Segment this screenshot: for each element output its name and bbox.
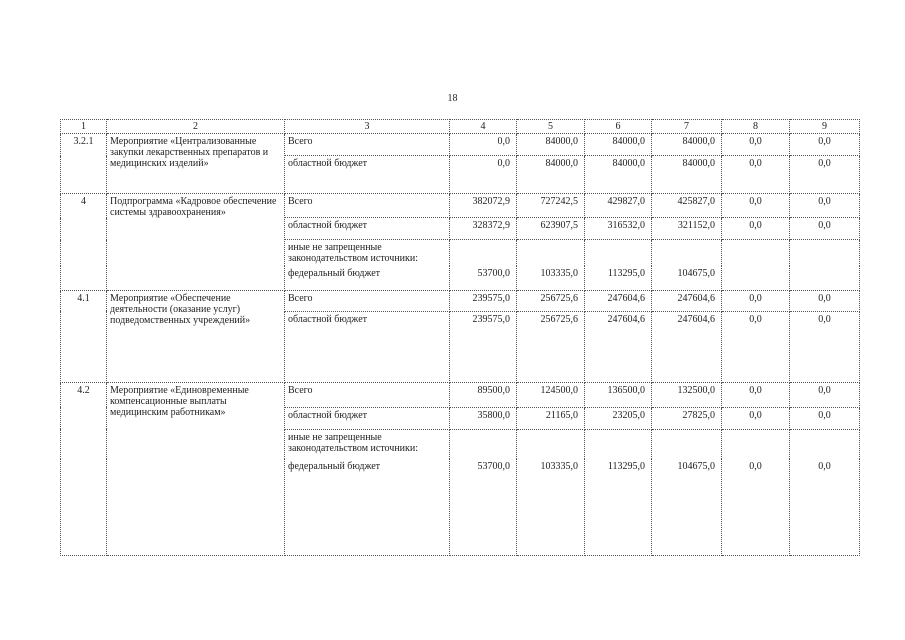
table-row <box>61 134 860 156</box>
value-cell: 429827,0 <box>585 194 652 218</box>
budget-table <box>60 119 860 556</box>
row-code: 4.1 <box>61 290 107 382</box>
value-cell: 0,0 <box>722 311 790 382</box>
row-name: Мероприятие «Обеспечение деятельности (оказание услуг) подведомственных учреждений» <box>107 290 285 382</box>
header-cell: 2 <box>107 120 285 134</box>
source-cell: иные не запрещенные законодательством источники: <box>285 429 450 459</box>
value-cell: 425827,0 <box>652 194 722 218</box>
value-cell <box>790 429 860 459</box>
value-cell: 23205,0 <box>585 407 652 429</box>
value-cell: 0,0 <box>790 407 860 429</box>
header-cell: 8 <box>722 120 790 134</box>
value-cell: 321152,0 <box>652 218 722 240</box>
value-cell: 0,0 <box>790 290 860 311</box>
value-cell <box>790 240 860 267</box>
value-cell: 113295,0 <box>585 459 652 555</box>
value-cell: 35800,0 <box>450 407 517 429</box>
value-cell: 132500,0 <box>652 382 722 407</box>
value-cell <box>517 429 585 459</box>
value-cell: 316532,0 <box>585 218 652 240</box>
source-cell: Всего <box>285 194 450 218</box>
value-cell <box>585 429 652 459</box>
row-code: 3.2.1 <box>61 134 107 194</box>
source-cell: областной бюджет <box>285 218 450 240</box>
row-name: Подпрограмма «Кадровое обеспечение системы здравоохранения» <box>107 194 285 291</box>
value-cell: 0,0 <box>790 134 860 156</box>
value-cell: 0,0 <box>790 459 860 555</box>
source-cell: Всего <box>285 382 450 407</box>
header-cell: 7 <box>652 120 722 134</box>
value-cell: 623907,5 <box>517 218 585 240</box>
value-cell: 0,0 <box>790 218 860 240</box>
value-cell: 89500,0 <box>450 382 517 407</box>
source-cell: федеральный бюджет <box>285 266 450 290</box>
source-cell: федеральный бюджет <box>285 459 450 555</box>
value-cell: 239575,0 <box>450 311 517 382</box>
value-cell: 0,0 <box>790 194 860 218</box>
value-cell: 328372,9 <box>450 218 517 240</box>
source-cell: областной бюджет <box>285 311 450 382</box>
value-cell: 27825,0 <box>652 407 722 429</box>
value-cell: 382072,9 <box>450 194 517 218</box>
value-cell: 256725,6 <box>517 311 585 382</box>
value-cell <box>722 429 790 459</box>
value-cell <box>722 266 790 290</box>
value-cell: 21165,0 <box>517 407 585 429</box>
value-cell <box>722 240 790 267</box>
header-cell: 4 <box>450 120 517 134</box>
value-cell: 84000,0 <box>585 156 652 194</box>
value-cell: 0,0 <box>722 459 790 555</box>
value-cell: 84000,0 <box>585 134 652 156</box>
value-cell: 84000,0 <box>517 134 585 156</box>
value-cell: 0,0 <box>722 134 790 156</box>
source-cell: Всего <box>285 290 450 311</box>
value-cell: 0,0 <box>722 194 790 218</box>
source-cell: областной бюджет <box>285 156 450 194</box>
row-name: Мероприятие «Централизованные закупки лекарственных препаратов и медицинских изделий» <box>107 134 285 194</box>
value-cell: 84000,0 <box>652 134 722 156</box>
table-row <box>61 290 860 311</box>
value-cell: 103335,0 <box>517 266 585 290</box>
value-cell: 104675,0 <box>652 266 722 290</box>
row-name: Мероприятие «Единовременные компенсационные выплаты медицинским работникам» <box>107 382 285 555</box>
header-cell: 1 <box>61 120 107 134</box>
value-cell: 0,0 <box>790 156 860 194</box>
header-cell: 3 <box>285 120 450 134</box>
value-cell: 113295,0 <box>585 266 652 290</box>
value-cell: 0,0 <box>790 382 860 407</box>
value-cell: 136500,0 <box>585 382 652 407</box>
value-cell <box>450 429 517 459</box>
value-cell <box>450 240 517 267</box>
value-cell: 104675,0 <box>652 459 722 555</box>
header-cell: 6 <box>585 120 652 134</box>
header-cell: 5 <box>517 120 585 134</box>
table-row <box>61 382 860 407</box>
value-cell: 53700,0 <box>450 459 517 555</box>
value-cell <box>585 240 652 267</box>
value-cell: 0,0 <box>790 311 860 382</box>
value-cell: 247604,6 <box>652 311 722 382</box>
value-cell: 103335,0 <box>517 459 585 555</box>
value-cell: 727242,5 <box>517 194 585 218</box>
value-cell: 0,0 <box>722 407 790 429</box>
value-cell: 247604,6 <box>652 290 722 311</box>
value-cell: 124500,0 <box>517 382 585 407</box>
value-cell: 84000,0 <box>652 156 722 194</box>
value-cell: 84000,0 <box>517 156 585 194</box>
value-cell: 0,0 <box>722 290 790 311</box>
value-cell: 256725,6 <box>517 290 585 311</box>
row-code: 4 <box>61 194 107 291</box>
source-cell: областной бюджет <box>285 407 450 429</box>
header-cell: 9 <box>790 120 860 134</box>
value-cell: 239575,0 <box>450 290 517 311</box>
value-cell <box>652 429 722 459</box>
header-row <box>61 120 860 134</box>
value-cell: 0,0 <box>450 156 517 194</box>
value-cell <box>790 266 860 290</box>
value-cell: 0,0 <box>722 218 790 240</box>
value-cell <box>652 240 722 267</box>
source-cell: Всего <box>285 134 450 156</box>
source-cell: иные не запрещенные законодательством источники: <box>285 240 450 267</box>
value-cell: 53700,0 <box>450 266 517 290</box>
row-code: 4.2 <box>61 382 107 555</box>
value-cell: 247604,6 <box>585 311 652 382</box>
value-cell: 0,0 <box>450 134 517 156</box>
value-cell <box>517 240 585 267</box>
page-number: 18 <box>447 93 458 104</box>
value-cell: 0,0 <box>722 156 790 194</box>
table-row <box>61 194 860 218</box>
value-cell: 247604,6 <box>585 290 652 311</box>
value-cell: 0,0 <box>722 382 790 407</box>
